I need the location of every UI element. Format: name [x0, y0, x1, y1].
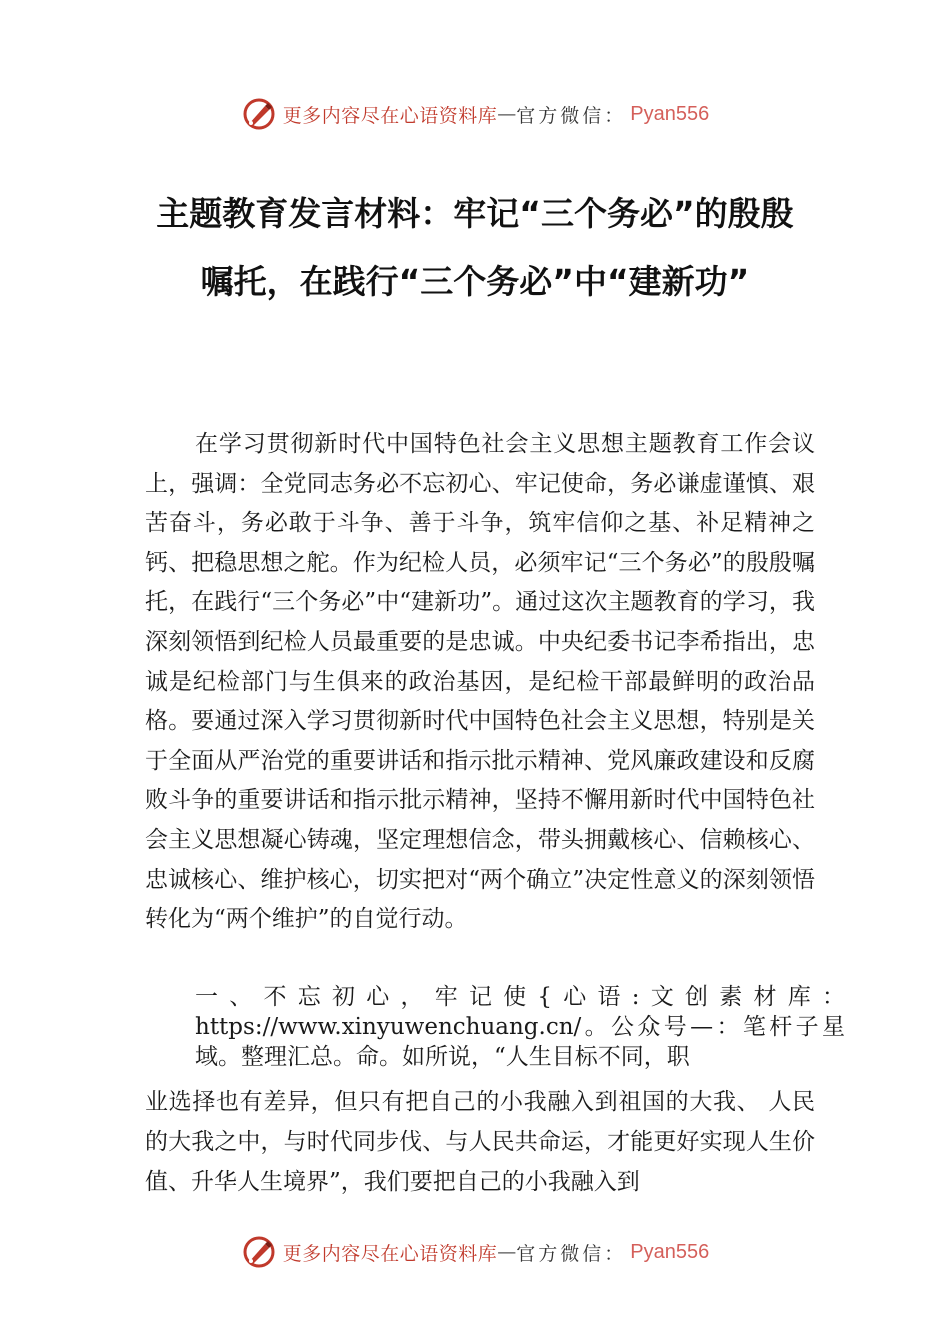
pen-logo-icon [241, 1234, 277, 1270]
body-paragraph-2: 一、不忘初心，牢记使{心语:文创素材库：https://www.xinyuwenchuang.cn/。公众号—：笔杆子星域。整理汇总。命。如所说，“人生目标不同，职 [195, 984, 845, 1070]
body-paragraph-1: 在学习贯彻新时代中国特色社会主义思想主题教育工作会议上，强调：全党同志务必不忘初心、牢记使命，务必谦虚谨慎、艰苦奋斗，务必敢于斗争、善于斗争，筑牢信仰之基、补足精神之钙、把稳思想之舵。作为纪检人员，必须牢记“三个务必”的殷殷嘱托，在践行“三个务必”中“建新功”。通过这次主题教育的学习，我深刻领悟到纪检人员最重要的是忠诚。中央纪委书记李希指出，忠诚是纪检部门与生俱来的政治基因，是纪检干部最鲜明的政治品格。要通过深入学习贯彻新时代中国特色社会主义思想，特别是关于全面从严治党的重要讲话和指示批示精神、党风廉政建设和反腐败斗争的重要讲话和指示批示精神，坚持不懈用新时代中国特色社会主义思想凝心铸魂，坚定理想信念，带头拥戴核心、信赖核心、忠诚核心、维护核心，切实把对“两个确立”决定性意义的深刻领悟转化为“两个维护”的自觉行动。 [145, 431, 815, 933]
footer-wechat-label: 官方微信： [516, 1242, 627, 1265]
footer-brand-text: 更多内容尽在心语资料库 [282, 1242, 498, 1265]
footer-banner [0, 1228, 950, 1276]
header-banner [0, 90, 950, 138]
document-title: 主题教育发言材料：牢记“三个务必”的殷殷嘱托，在践行“三个务必”中“建新功” [156, 194, 794, 301]
banner-dash: — [497, 103, 517, 125]
banner-wechat-id: Pyan556 [630, 102, 710, 125]
banner-brand-text: 更多内容尽在心语资料库 [282, 104, 498, 127]
pen-logo-icon [241, 96, 277, 132]
body-paragraph-3: 业选择也有差异，但只有把自己的小我融入到祖国的大我、 人民的大我之中，与时代同步伐、与人民共命运，才能更好实现人生价值、升华人生境界”，我们要把自己的小我融入到 [145, 1089, 815, 1195]
banner-wechat-label: 官方微信： [516, 104, 627, 127]
footer-wechat-id: Pyan556 [630, 1240, 710, 1263]
footer-dash: — [497, 1241, 517, 1263]
